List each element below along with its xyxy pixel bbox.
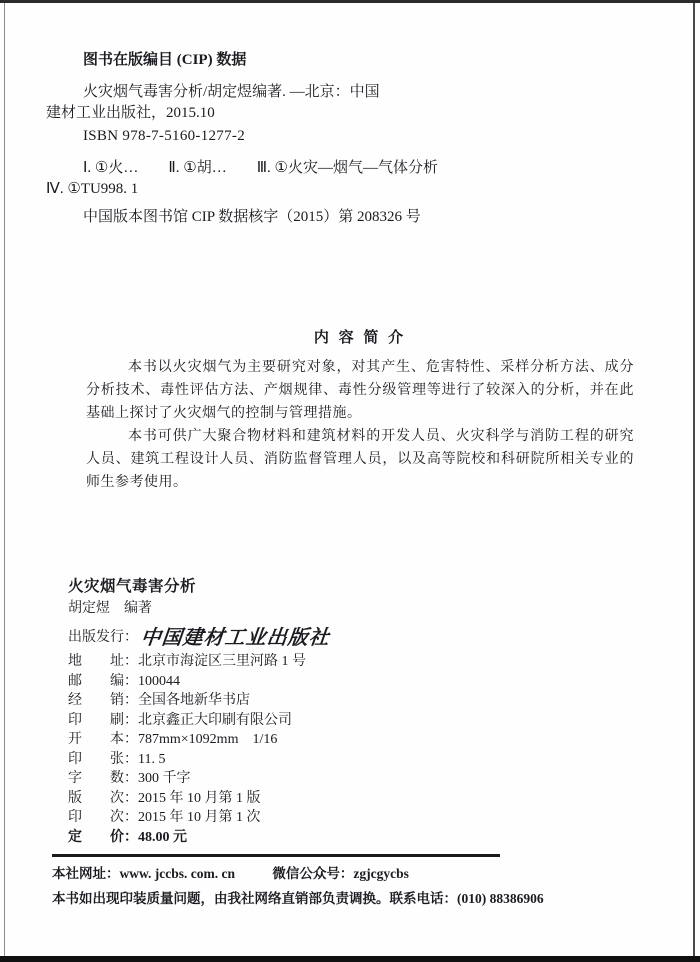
footer-contact-line (52, 861, 652, 886)
scan-edge-left (4, 3, 5, 956)
cip-heading: 图书在版编目 (CIP) 数据 (83, 52, 247, 68)
divider-rule (52, 854, 500, 857)
cip-data-block (46, 50, 576, 228)
scan-edge-right (693, 3, 695, 956)
publisher-label: 出版发行： (68, 629, 138, 645)
colophon-row-distribution: 经 销：全国各地新华书店 (68, 693, 250, 708)
colophon-row-postcode: 邮 编：100044 (68, 673, 180, 689)
colophon-row-printing: 印 刷：北京鑫正大印刷有限公司 (68, 712, 292, 728)
publisher-calligraphy-logo: 中国建材工业出版社 (139, 627, 331, 649)
cip-isbn: ISBN 978-7-5160-1277-2 (83, 128, 246, 144)
colophon-row-sheets: 印 张：11. 5 (68, 751, 166, 767)
colophon-row-edition: 版 次：2015 年 10 月第 1 版 (68, 790, 261, 806)
cip-title-line-1: 火灾烟气毒害分析/胡定煜编著. —北京：中国 (83, 84, 380, 100)
abstract-paragraph-2: 本书可供广大聚合物材料和建筑材料的开发人员、火灾科学与消防工程的研究人员、建筑工程设计人员、消防监督管理人员，以及高等院校和科研院所相关专业的师生参考使用。 (86, 429, 634, 490)
colophon-row-address: 地 址：北京市海淀区三里河路 1 号 (68, 654, 306, 669)
book-title: 火灾烟气毒害分析 (68, 578, 197, 595)
scan-edge-top (0, 0, 700, 3)
cip-title-line-2: 建材工业出版社，2015.10 (46, 105, 215, 121)
author-line: 胡定煜 编著 (68, 601, 152, 616)
footer-wechat: 微信公众号：zgjcgycbs (272, 866, 409, 881)
colophon-row-wordcount: 字 数：300 千字 (68, 771, 191, 786)
colophon-block (68, 576, 548, 847)
cip-record-number: 中国版本图书馆 CIP 数据核字（2015）第 208326 号 (83, 209, 421, 225)
cip-classification-line-2: Ⅳ. ①TU998. 1 (46, 181, 139, 197)
abstract-block (86, 356, 634, 494)
publisher-row (68, 620, 548, 651)
colophon-row-format: 开 本：787mm×1092mm 1/16 (68, 732, 278, 747)
cip-classification-line-1: Ⅰ. ①火… Ⅱ. ①胡… Ⅲ. ①火灾—烟气—气体分析 (83, 160, 438, 176)
publication-details-list (68, 652, 548, 847)
colophon-row-impression: 印 次：2015 年 10 月第 1 次 (68, 810, 261, 825)
footer-website: 本社网址：www. jccbs. com. cn (52, 866, 235, 881)
footer-block (52, 861, 652, 911)
footer-quality-notice: 本书如出现印装质量问题，由我社网络直销部负责调换。联系电话：(010) 88386906 (52, 891, 544, 906)
colophon-row-price: 定 价：48.00 元 (68, 829, 187, 845)
scan-edge-bottom (0, 956, 700, 962)
abstract-heading: 内 容 简 介 (313, 330, 407, 346)
abstract-paragraph-1: 本书以火灾烟气为主要研究对象，对其产生、危害特性、采样分析方法、成分分析技术、毒性评估方法、产烟规律、毒性分级管理等进行了较深入的分析，并在此基础上探讨了火灾烟气的控制与管理措施。 (86, 360, 634, 421)
